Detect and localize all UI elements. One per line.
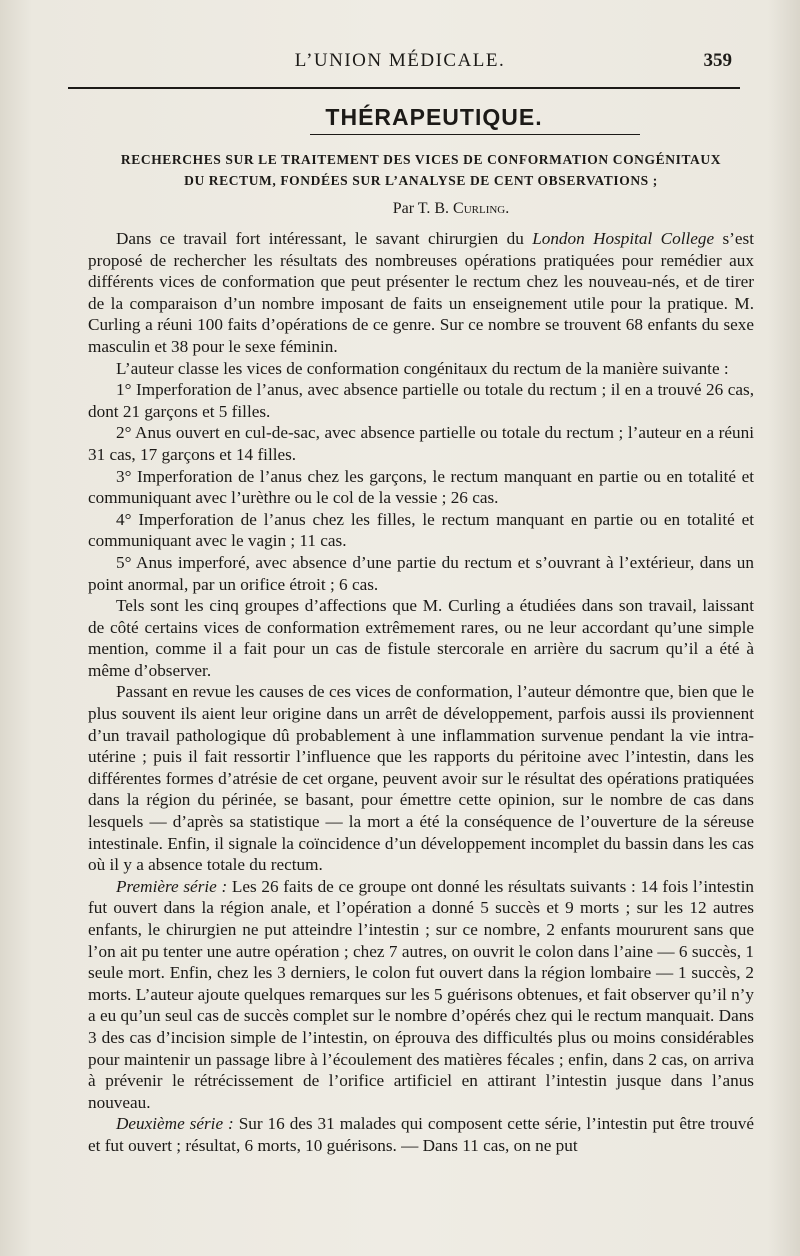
- section-title: THÉRAPEUTIQUE.: [325, 104, 543, 130]
- paragraph-groups-summary: Tels sont les cinq groupes d’affections que M. Curling a étudiées dans son travail, laissant de côté certains vices de conformation extrêmement rares, ou ne leur accordant qu’une simple mention, comme il a fait pour un cas de fistule stercorale en arrière du sacrum qu’il a été à même d’observer.: [88, 596, 754, 680]
- journal-title: L’UNION MÉDICALE.: [294, 50, 506, 71]
- author-prefix: Par T. B.: [392, 200, 454, 217]
- author-name: Curling.: [453, 200, 510, 217]
- paragraph-first-series: [88, 876, 754, 1114]
- institution-name: London Hospital College: [532, 229, 715, 248]
- page-body: [88, 100, 754, 1157]
- article-author: [148, 200, 754, 218]
- header-rule: [68, 87, 740, 89]
- second-series-text: Sur 16 des 31 malades qui composent cette série, l’intestin put être trouvé et fut ouvert ; résultat, 6 morts, 10 guérisons. — Dans 11 cas, on ne put: [88, 1114, 754, 1155]
- first-series-label: Première série :: [116, 876, 228, 896]
- paragraph-second-series: [88, 1113, 754, 1156]
- section-rule: [310, 134, 640, 135]
- paragraph-group-5: 5° Anus imperforé, avec absence d’une partie du rectum et s’ouvrant à l’extérieur, dans un point anormal, par un orifice étroit ; 6 cas.: [88, 552, 754, 594]
- paragraph-group-1: 1° Imperforation de l’anus, avec absence partielle ou totale du rectum ; il en a trouvé 26 cas, dont 21 garçons et 5 filles.: [88, 380, 754, 421]
- paragraph-classification: L’auteur classe les vices de conformation congénitaux du rectum de la manière suivante :: [116, 358, 729, 378]
- running-header: [60, 50, 740, 80]
- article-text: [88, 228, 754, 1157]
- paragraph-group-4: 4° Imperforation de l’anus chez les filles, le rectum manquant en partie ou en totalité et communiquant avec le vagin ; 11 cas.: [88, 509, 754, 551]
- paragraph-causes: Passant en revue les causes de ces vices de conformation, l’auteur démontre que, bien que le plus souvent ils aient leur origine dans un arrêt de développement, parfois aussi ils proviennent d’un travail pathologique dû probablement à une inflammation survenue pendant la vie intra-utérine ; puis il fait ressortir l’influence que les rapports du péritoine avec l’intestin, dans les différentes formes d’atrésie de cet organe, peuvent avoir sur le résultat des opérations pratiquées dans la région du périnée, se basant, pour émettre cette opinion, sur le nombre de cas dans lesquels — d’après sa statistique — la mort a été la conséquence de l’ouverture de la séreuse intestinale. Enfin, il signale la coïncidence d’un développement incomplet du bassin dans les cas où il y a absence totale du rectum.: [88, 682, 754, 875]
- article-heading-line-2: DU RECTUM, FONDÉES SUR L’ANALYSE DE CENT OBSERVATIONS ;: [184, 173, 658, 188]
- paragraph-group-2: 2° Anus ouvert en cul-de-sac, avec absence partielle ou totale du rectum ; l’auteur en a réuni 31 cas, 17 garçons et 14 filles.: [88, 423, 754, 464]
- page-number: 359: [703, 50, 732, 71]
- article-heading-line-1: RECHERCHES SUR LE TRAITEMENT DES VICES DE CONFORMATION CONGÉNITAUX: [120, 152, 722, 167]
- paragraph-intro-lead: Dans ce travail fort intéressant, le savant chirurgien du: [116, 229, 533, 248]
- paragraph-intro-rest: s’est proposé de rechercher les résultats des nombreuses opérations pratiquées pour remédier aux différents vices de conformation que peut présenter le rectum chez les nouveau-nés, et de tirer de la comparaison d’un nombre imposant de faits un enseignement utile pour la pratique. M. Curling a réuni 100 faits d’opérations de ce genre. Sur ce nombre se trouvent 68 enfants du sexe masculin et 38 pour le sexe féminin.: [88, 229, 754, 356]
- article-heading: [88, 149, 754, 191]
- paragraph-intro: [88, 228, 754, 358]
- second-series-label: Deuxième série :: [116, 1114, 234, 1134]
- paragraph-group-3: 3° Imperforation de l’anus chez les garçons, le rectum manquant en partie ou en totalité et communiquant avec l’urèthre ou le col de la vessie ; 26 cas.: [88, 466, 754, 508]
- first-series-text: Les 26 faits de ce groupe ont donné les résultats suivants : 14 fois l’intestin fut ouvert dans la région anale, et l’opération a donné 5 succès et 9 morts ; sur les 12 autres enfants, le chirurgien ne put atteindre l’intestin ; sur ce nombre, 2 enfants moururent sans que l’on ait pu tenter une autre opération ; chez 7 autres, on ouvrit le colon dans l’aine — 6 succès, 1 seule mort. Enfin, chez les 3 derniers, le colon fut ouvert dans la région lombaire — 1 succès, 2 morts. L’auteur ajoute quelques remarques sur les 5 guérisons obtenues, et fait observer qu’il n’y a eu qu’un seul cas de succès complet sur le nombre d’opérés chez qui le rectum manquait. Dans 3 des cas d’incision simple de l’intestin, on éprouva des difficultés plus ou moins considérables pour maintenir un passage libre à l’écoulement des matières fécales ; enfin, dans 2 cas, on arriva à prévenir le rétrécissement de l’orifice artificiel en attirant l’intestin jusque dans l’anus nouveau.: [88, 876, 754, 1112]
